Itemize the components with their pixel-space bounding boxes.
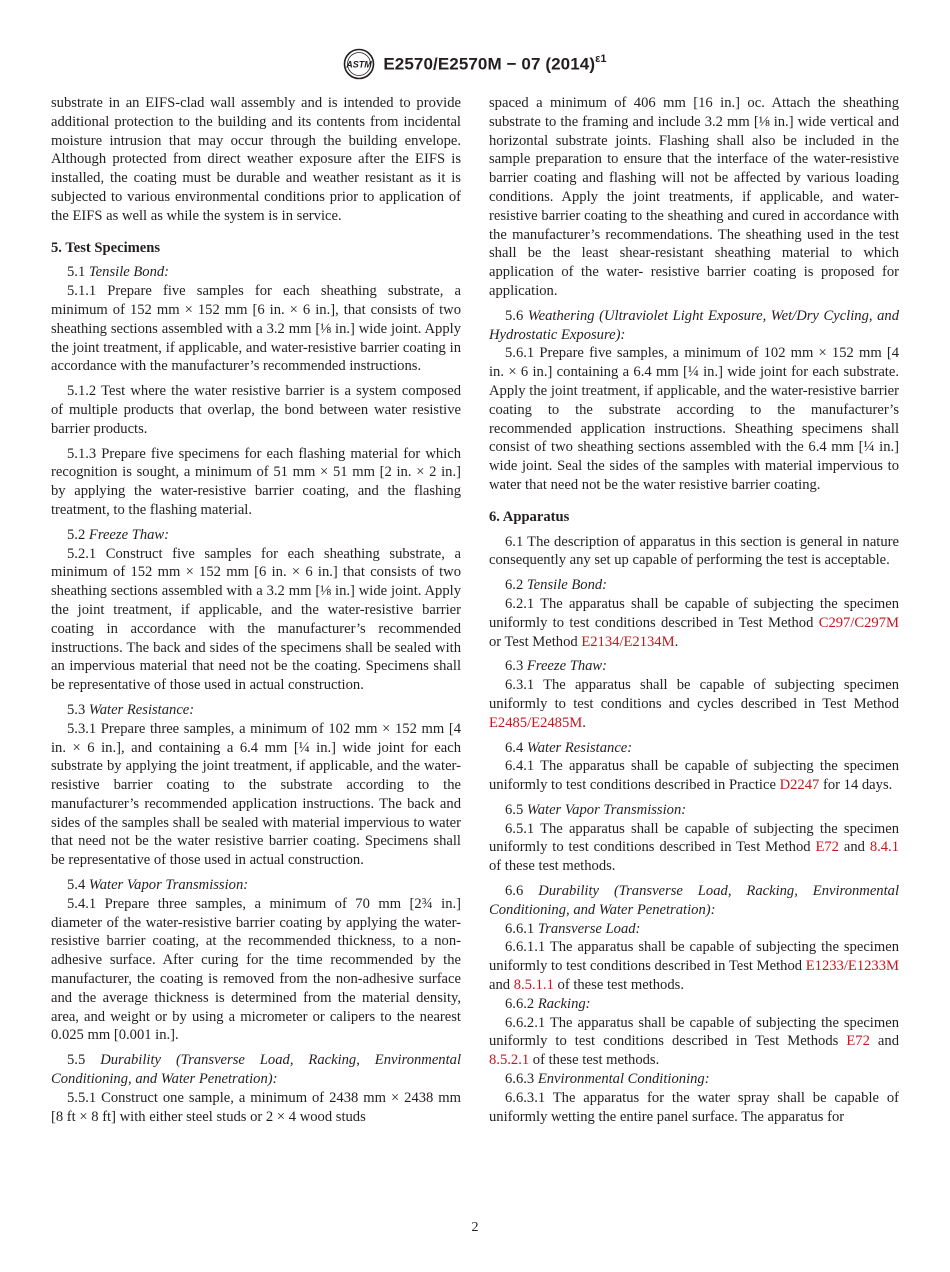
subsection-5-5-number: 5.5 bbox=[67, 1052, 86, 1069]
intro-paragraph: substrate in an EIFS-clad wall assembly and is intended to provide additional protection to the building and its contents from incidental moisture intrusion that may occur through the building envelope. Although protected from direct weather exposure after the EIFS is installed, the coating must be durable and weather resistant as it is subjected to various environmental conditions prior to application of the EIFS as well as while the system is in service. bbox=[51, 95, 461, 224]
ref-e72-link[interactable]: E72 bbox=[815, 839, 839, 856]
paragraph-5-6-1: 5.6.1 Prepare five samples, a minimum of 102 mm × 152 mm [4 in. × 6 in.] containing a 6.4 mm [¼ in.] wide joint for each substrate. Apply the joint treatment, if applicable, and the water-resistive barrier coating to the substrate according to the manufacturer’s recommended application instructions. Sheathing specimens shall consist of two sheathing sections assembled with the 6.4 mm [¼ in.] wide joint. Seal the sides of the samples with material impervious to water that need not be the water resistive barrier coating. bbox=[489, 345, 899, 493]
ref-8-5-2-1-link[interactable]: 8.5.2.1 bbox=[489, 1052, 530, 1069]
subsection-5-5 bbox=[51, 1051, 461, 1089]
ref-e72-link-2[interactable]: E72 bbox=[846, 1033, 870, 1050]
subsection-6-6-1-title: Transverse Load: bbox=[537, 920, 641, 937]
subsection-6-6-number: 6.6 bbox=[505, 883, 524, 900]
subsection-5-2 bbox=[51, 526, 461, 545]
subsection-5-1-number: 5.1 bbox=[67, 264, 86, 281]
paragraph-6-3-1-text-2: . bbox=[582, 714, 586, 731]
subsection-6-5-title: Water Vapor Transmission: bbox=[526, 801, 687, 818]
paragraph-6-5-1-text-3: of these test methods. bbox=[489, 858, 616, 875]
ref-d2247-link[interactable]: D2247 bbox=[779, 777, 820, 794]
standard-designation bbox=[383, 54, 606, 75]
section-6-heading: 6. Apparatus bbox=[489, 508, 570, 525]
paragraph-6-6-1-1-text: 6.6.1.1 The apparatus shall be capable of subjecting the specimen uniformly to test conditions described in Test Method bbox=[489, 939, 899, 975]
paragraph-5-1-3: 5.1.3 Prepare five specimens for each flashing material for which recognition is sought, a minimum of 51 mm × 51 mm [2 in. × 2 in.] by applying the water-resistive barrier coating, and the flashing treatment, to the flashing material. bbox=[51, 445, 461, 518]
paragraph-6-2-1-text-2: or Test Method bbox=[489, 633, 582, 650]
astm-logo-icon bbox=[343, 48, 375, 80]
right-column bbox=[489, 94, 899, 1126]
subsection-5-3-title: Water Resistance: bbox=[88, 701, 195, 718]
subsection-6-5 bbox=[489, 801, 899, 820]
subsection-6-2-number: 6.2 bbox=[505, 577, 524, 594]
subsection-5-2-number: 5.2 bbox=[67, 526, 86, 543]
paragraph-6-3-1-text: 6.3.1 The apparatus shall be capable of subjecting specimen uniformly to test conditions and cycles described in Test Method bbox=[489, 677, 899, 712]
subsection-6-6-3 bbox=[489, 1070, 899, 1089]
subsection-5-5-title: Durability (Transverse Load, Racking, Environmental Conditioning, and Water Penetration): bbox=[51, 1052, 462, 1088]
paragraph-6-4-1 bbox=[489, 757, 899, 795]
paragraph-5-4-1: 5.4.1 Prepare three samples, a minimum of 70 mm [2¾ in.] diameter of the water-resistive barrier coating by applying the water-resistive barrier coating, at the recommended thickness, to a non-adhesive surface. After curing for the time recommended by the manufacturer, the coating is removed from the non-adhesive surface and the average thickness is determined from the material density, area, and weight or by using a micrometer or calipers to the nearest 0.025 mm [0.001 in.]. bbox=[51, 895, 461, 1044]
subsection-5-2-title: Freeze Thaw: bbox=[88, 526, 170, 543]
paragraph-5-5-1: 5.5.1 Construct one sample, a minimum of 2438 mm × 2438 mm [8 ft × 8 ft] with either steel studs or 2 × 4 wood studs bbox=[51, 1089, 461, 1125]
paragraph-5-1-2: 5.1.2 Test where the water resistive barrier is a system composed of multiple products that overlap, the bond between water resistive barrier products. bbox=[51, 383, 461, 437]
paragraph-6-4-1-text-2: for 14 days. bbox=[819, 777, 893, 794]
subsection-6-6 bbox=[489, 882, 899, 920]
paragraph-6-2-1 bbox=[489, 595, 899, 651]
subsection-6-4-title: Water Resistance: bbox=[526, 739, 633, 756]
designation-superscript: ε1 bbox=[595, 52, 607, 65]
subsection-6-6-1 bbox=[489, 920, 899, 939]
subsection-6-6-3-number: 6.6.3 bbox=[505, 1071, 535, 1088]
paragraph-6-6-2-1 bbox=[489, 1014, 899, 1070]
paragraph-6-6-1-1-text-2: and bbox=[489, 977, 514, 994]
logo-text: ASTM bbox=[346, 59, 373, 70]
paragraph-6-5-1 bbox=[489, 820, 899, 876]
paragraph-6-6-2-1-text: 6.6.2.1 The apparatus shall be capable of subjecting the specimen uniformly to test conditions described in Test Methods bbox=[489, 1014, 899, 1050]
ref-8-5-1-1-link[interactable]: 8.5.1.1 bbox=[513, 977, 554, 994]
ref-8-4-1-link[interactable]: 8.4.1 bbox=[869, 839, 899, 856]
ref-e2485-link[interactable]: E2485/E2485M bbox=[489, 714, 583, 731]
paragraph-6-6-1-1 bbox=[489, 938, 899, 994]
designation-text: E2570/E2570M − 07 (2014) bbox=[383, 54, 596, 74]
paragraph-5-3-1: 5.3.1 Prepare three samples, a minimum of 102 mm × 152 mm [4 in. × 6 in.], and containing a 6.4 mm [¼ in.] wide joint for each substrate by applying the joint treatment, if applicable, and the water-resistive barrier coating to the substrate according to the manufacturer’s recommended application instructions. The back and sides of the samples shall be sealed with material impervious to water that need not be the water resistive barrier coating. Specimens shall be representative of those used in actual construction. bbox=[51, 720, 461, 869]
left-column bbox=[51, 94, 461, 1132]
subsection-6-6-3-title: Environmental Conditioning: bbox=[537, 1071, 710, 1088]
subsection-6-6-1-number: 6.6.1 bbox=[505, 920, 535, 937]
paragraph-6-4-1-text: 6.4.1 The apparatus shall be capable of subjecting the specimen uniformly to test conditions described in Practice bbox=[489, 758, 899, 794]
ref-e1233-link[interactable]: E1233/E1233M bbox=[805, 958, 899, 975]
subsection-5-3-number: 5.3 bbox=[67, 701, 86, 718]
paragraph-6-5-1-text-2: and bbox=[838, 839, 870, 856]
subsection-6-6-2-number: 6.6.2 bbox=[505, 995, 535, 1012]
subsection-5-1-title: Tensile Bond: bbox=[88, 264, 170, 281]
paragraph-6-2-1-text-3: . bbox=[674, 633, 679, 650]
paragraph-6-6-1-1-text-3: of these test methods. bbox=[553, 977, 684, 994]
paragraph-6-6-2-1-text-3: of these test methods. bbox=[529, 1052, 660, 1069]
subsection-6-4-number: 6.4 bbox=[505, 739, 524, 756]
paragraph-5-2-1: 5.2.1 Construct five samples for each sheathing substrate, a minimum of 152 mm × 152 mm [6 in. × 6 in.] that consists of two sheathing sections assembled with a 3.2 mm [⅛ in.] wide joint. Apply the joint treatment, if applicable, and the water-resistive barrier coating in accordance with the manufacturer’s recommended instructions. The back and sides of the specimens shall be sealed with an impervious material that need not be the coating. Specimens shall be representative of those used in actual construction. bbox=[51, 545, 461, 694]
subsection-5-1 bbox=[51, 263, 461, 282]
subsection-6-6-2 bbox=[489, 995, 899, 1014]
subsection-6-3-title: Freeze Thaw: bbox=[526, 658, 608, 675]
paragraph-6-5-1-text: 6.5.1 The apparatus shall be capable of subjecting the specimen uniformly to test conditions described in Test Method bbox=[489, 820, 899, 856]
subsection-6-6-title: Durability (Transverse Load, Racking, Environmental Conditioning, and Water Penetration): bbox=[489, 883, 900, 918]
subsection-5-6-number: 5.6 bbox=[505, 307, 524, 324]
subsection-5-6-title: Weathering (Ultraviolet Light Exposure, Wet/Dry Cycling, and Hydrostatic Exposure): bbox=[489, 307, 899, 343]
paragraph-6-6-2-1-text-2: and bbox=[869, 1033, 899, 1050]
paragraph-6-2-1-text: 6.2.1 The apparatus shall be capable of subjecting the specimen uniformly to test conditions described in Test Method bbox=[489, 595, 899, 631]
subsection-5-4 bbox=[51, 876, 461, 895]
paragraph-6-1: 6.1 The description of apparatus in this section is general in nature consequently any set up capable of performing the test is acceptable. bbox=[489, 533, 899, 569]
ref-c297-link[interactable]: C297/C297M bbox=[818, 614, 899, 631]
subsection-6-3 bbox=[489, 657, 899, 676]
page-number: 2 bbox=[471, 1220, 479, 1235]
paragraph-5-5-1-continued: spaced a minimum of 406 mm [16 in.] oc. Attach the sheathing substrate to the framing and include 3.2 mm [⅛ in.] wide vertical and horizontal substrate joints. Flashing shall also be included in the sample preparation to ensure that the interface of the water-resistive barrier coating and flashing will not be affected by various loading conditions. Apply the joint treatments, if applicable, and water-resistive barrier coating to the sheathing and cured in accordance with the manufacturer’s recommendations. The sheathing used in the test shall be the least shear-resistant sheathing material to which application of the water- resistive barrier coating is proposed for application. bbox=[489, 95, 899, 299]
subsection-6-2 bbox=[489, 576, 899, 595]
subsection-6-3-number: 6.3 bbox=[505, 658, 524, 675]
subsection-6-5-number: 6.5 bbox=[505, 801, 524, 818]
page-header bbox=[0, 47, 950, 81]
subsection-5-4-number: 5.4 bbox=[67, 877, 86, 894]
section-5-heading: 5. Test Specimens bbox=[51, 239, 161, 256]
subsection-5-6 bbox=[489, 307, 899, 345]
subsection-6-6-2-title: Racking: bbox=[537, 995, 591, 1012]
subsection-5-3 bbox=[51, 701, 461, 720]
paragraph-6-6-3-1: 6.6.3.1 The apparatus for the water spray shall be capable of uniformly wetting the entire panel surface. The apparatus for bbox=[489, 1089, 899, 1125]
subsection-6-4 bbox=[489, 739, 899, 758]
paragraph-5-1-1: 5.1.1 Prepare five samples for each sheathing substrate, a minimum of 152 mm × 152 mm [6 in. × 6 in.], that consists of two sheathing sections assembled with a 3.2 mm [⅛ in.] wide joint. Apply the joint treatment, if applicable, and water-resistive barrier coating in accordance with the manufacturer’s recommended instructions. bbox=[51, 283, 461, 375]
subsection-5-4-title: Water Vapor Transmission: bbox=[88, 877, 249, 894]
ref-e2134-link[interactable]: E2134/E2134M bbox=[581, 633, 675, 650]
paragraph-6-3-1 bbox=[489, 676, 899, 732]
subsection-6-2-title: Tensile Bond: bbox=[526, 577, 608, 594]
